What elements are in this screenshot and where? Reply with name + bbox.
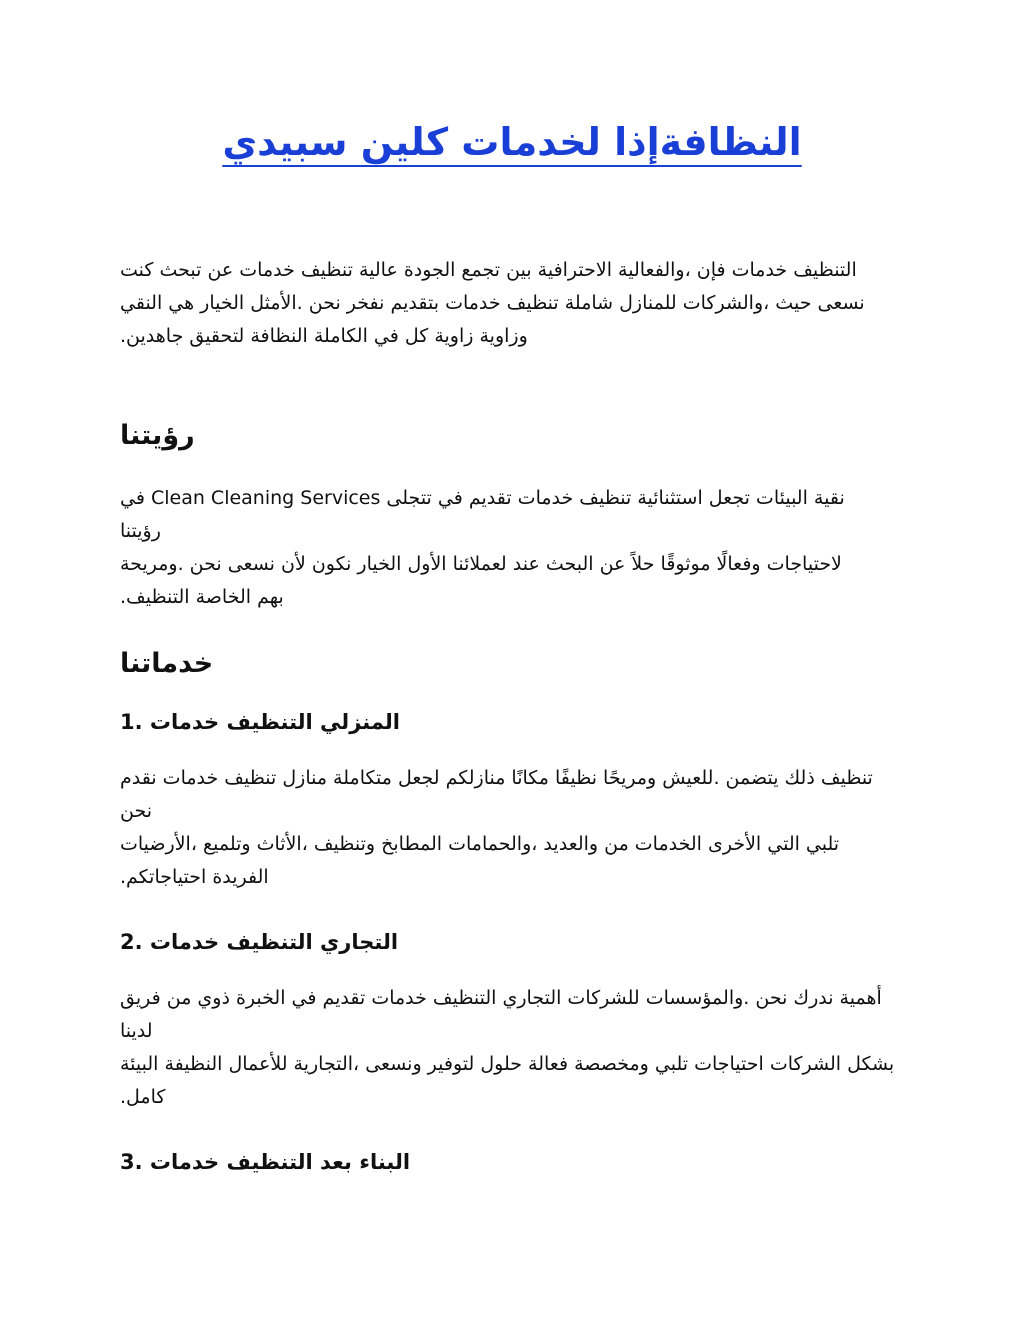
page-title-link[interactable]: النظافةإذا لخدمات كلين سبيدي	[222, 120, 802, 164]
intro-line-3: وزاوية زاوية كل في الكاملة النظافة لتحقيق جاهدين.	[120, 325, 528, 347]
intro-line-1: التنظيف خدمات فإن ،والفعالية الاحترافية بين تجمع الجودة عالية تنظيف خدمات عن تبحث كنت	[120, 259, 857, 281]
services-heading: خدماتنا	[120, 648, 214, 679]
service-2-line-1: أهمية ندرك نحن .والمؤسسات للشركات التجاري التنظيف خدمات تقديم في الخبرة ذوي من فريق لدينا	[120, 987, 882, 1042]
intro-paragraph	[120, 254, 890, 353]
service-2-line-2: بشكل الشركات احتياجات تلبي ومخصصة فعالة حلول لتوفير ونسعى ،التجارية للأعمال النظيفة البيئة	[120, 1053, 895, 1075]
service-3-heading: البناء بعد التنظيف خدمات .3	[120, 1150, 411, 1174]
intro-line-2: نسعى حيث ،والشركات للمنازل شاملة تنظيف خدمات بتقديم نفخر نحن .الأمثل الخيار هي النقي	[120, 292, 865, 314]
service-1-line-3: الفريدة احتياجاتكم.	[120, 866, 269, 888]
service-1-line-1: تنظيف ذلك يتضمن .للعيش ومريحًا نظيفًا مكانًا منازلكم لجعل متكاملة منازل تنظيف خدمات نقدم نحن	[120, 767, 873, 822]
service-1-paragraph	[120, 762, 910, 894]
title-container	[0, 120, 1024, 164]
service-1-line-2: تلبي التي الأخرى الخدمات من والعديد ،والحمامات المطابخ وتنظيف ،الأثاث وتلميع ،الأرضيات	[120, 833, 840, 855]
vision-paragraph	[120, 482, 890, 614]
vision-heading: رؤيتنا	[120, 420, 195, 451]
service-2-heading: التجاري التنظيف خدمات .2	[120, 930, 399, 954]
service-2-line-3: كامل.	[120, 1086, 166, 1108]
vision-line-1: نقية البيئات تجعل استثنائية تنظيف خدمات تقديم في تتجلى Clean Cleaning Services في رؤيتنا	[120, 487, 845, 542]
service-1-heading: المنزلي التنظيف خدمات .1	[120, 710, 400, 734]
vision-line-3: بهم الخاصة التنظيف.	[120, 586, 284, 608]
vision-line-2: لاحتياجات وفعالًا موثوقًا حلاً عن البحث عند لعملائنا الأول الخيار نكون لأن نسعى نحن .ومريحة	[120, 553, 842, 575]
service-2-paragraph	[120, 982, 900, 1114]
